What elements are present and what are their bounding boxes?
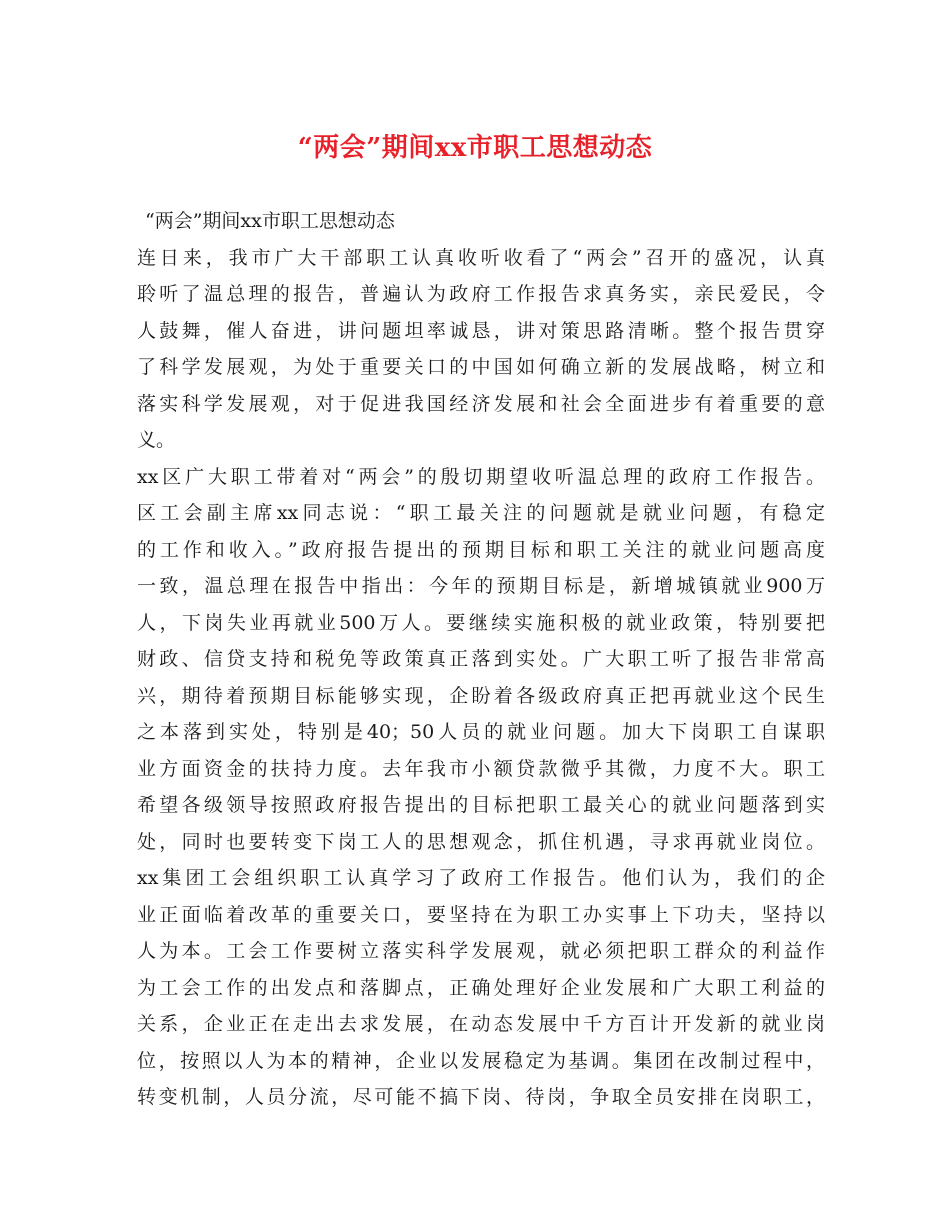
body-line: 一致，温总理在报告中指出：今年的预期目标是，新增城镇就业900万 — [137, 575, 825, 597]
body-line: 人，下岗失业再就业500万人。要继续实施积极的就业政策，特别要把 — [137, 611, 825, 634]
body-line: 业正面临着改革的重要关口，要坚持在为职工办实事上下功夫，坚持以 — [137, 903, 825, 926]
body-line: 财政、信贷支持和税免等政策真正落到实处。广大职工听了报告非常高 — [137, 648, 825, 670]
body-line: 位，按照以人为本的精神，企业以发展稳定为基调。集团在改制过程中， — [137, 1049, 825, 1072]
body-line: 处，同时也要转变下岗工人的思想观念，抓住机遇，寻求再就业岗位。 — [137, 830, 825, 853]
body-line: 兴，期待着预期目标能够实现，企盼着各级政府真正把再就业这个民生 — [137, 684, 825, 707]
body-line: 希望各级领导按照政府报告提出的目标把职工最关心的就业问题落到实 — [137, 794, 825, 816]
body-line: 区工会副主席xx同志说：“职工最关注的问题就是就业问题，有稳定 — [137, 502, 825, 524]
body-line: 的工作和收入。”政府报告提出的预期目标和职工关注的就业问题高度 — [137, 538, 825, 561]
body-line: 落实科学发展观，对于促进我国经济发展和社会全面进步有着重要的意 — [137, 392, 825, 415]
body-line: 连日来，我市广大干部职工认真收听收看了“两会”召开的盛况，认真 — [137, 246, 825, 269]
body-line: xx区广大职工带着对“两会”的殷切期望收听温总理的政府工作报告。 — [137, 465, 825, 488]
body-line: 聆听了温总理的报告，普遍认为政府工作报告求真务实，亲民爱民，令 — [137, 283, 825, 305]
body-line: 人鼓舞，催人奋进，讲问题坦率诚恳，讲对策思路清晰。整个报告贯穿 — [137, 319, 825, 342]
body-line: 关系，企业正在走出去求发展，在动态发展中千方百计开发新的就业岗 — [137, 1013, 825, 1035]
document-title: “两会”期间xx市职工思想动态 — [297, 133, 653, 163]
body-line: 之本落到实处，特别是40；50人员的就业问题。加大下岗职工自谋职 — [137, 721, 825, 743]
body-line: 转变机制，人员分流，尽可能不搞下岗、待岗，争取全员安排在岗职工， — [137, 1086, 825, 1108]
body-line: 了科学发展观，为处于重要关口的中国如何确立新的发展战略，树立和 — [137, 356, 825, 378]
document-body — [137, 203, 825, 1116]
body-line: 义。 — [137, 429, 176, 451]
body-line: “两会”期间xx市职工思想动态 — [145, 210, 395, 232]
body-line: 业方面资金的扶持力度。去年我市小额贷款微乎其微，力度不大。职工 — [137, 757, 825, 780]
body-line: 人为本。工会工作要树立落实科学发展观，就必须把职工群众的利益作 — [137, 940, 825, 962]
body-line: 为工会工作的出发点和落脚点，正确处理好企业发展和广大职工利益的 — [137, 976, 825, 999]
body-line: xx集团工会组织职工认真学习了政府工作报告。他们认为，我们的企 — [137, 867, 825, 889]
